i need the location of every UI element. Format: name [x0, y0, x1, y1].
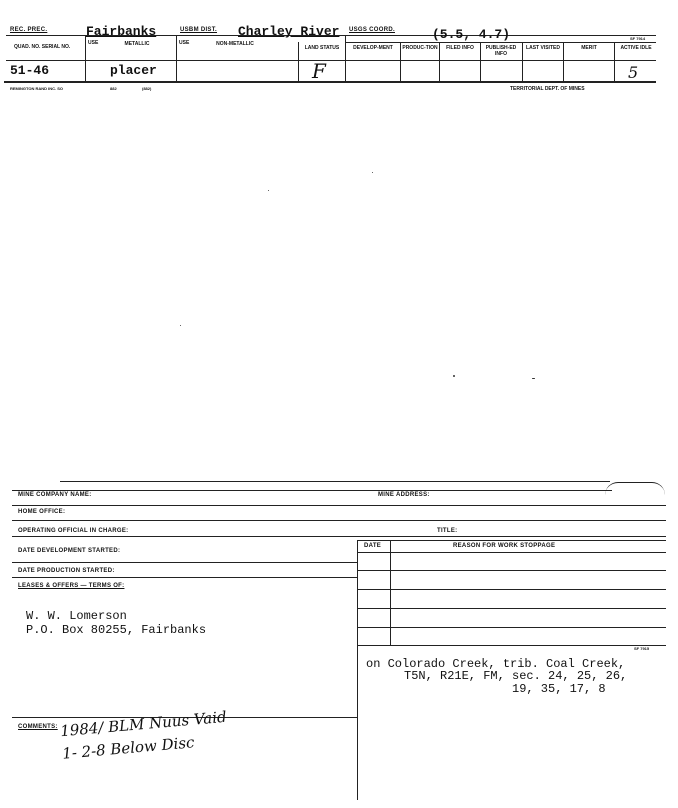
vrule-3 — [298, 42, 299, 81]
speck — [372, 172, 373, 173]
footer-left-code: 882 — [110, 86, 117, 91]
vrule-8 — [522, 42, 523, 81]
form-number: SF 7914 — [630, 36, 646, 41]
rule-date-5 — [357, 645, 666, 646]
speck — [532, 378, 535, 379]
rule-dev — [12, 562, 357, 563]
development-label: DEVELOP-MENT — [353, 45, 393, 51]
quad-label: QUAD. NO. — [14, 44, 41, 50]
land-status-label: LAND STATUS — [304, 45, 340, 51]
comments-label: COMMENTS: — [18, 724, 58, 730]
production-label: PRODUC-TION — [402, 45, 438, 51]
quad-serial-header — [14, 44, 80, 50]
header-bottom-rule — [6, 60, 656, 61]
merit-label: MERIT — [581, 45, 597, 51]
lower-top-edge — [60, 481, 610, 482]
rec-prec-label: REC. PREC. — [10, 27, 48, 33]
usgs-coord-label: USGS COORD. — [349, 27, 395, 33]
metallic-value: placer — [110, 63, 157, 78]
card-bottom-rule — [4, 81, 656, 83]
owner-line-2: P.O. Box 80255, Fairbanks — [26, 623, 207, 637]
lower-top-edge-2 — [12, 490, 612, 491]
owner-line-1: W. W. Lomerson — [26, 609, 127, 623]
footer-right: TERRITORIAL DEPT. OF MINES — [510, 86, 585, 92]
mine-address-label: MINE ADDRESS: — [378, 492, 430, 498]
reason-label: REASON FOR WORK STOPPAGE — [453, 543, 556, 549]
mine-company-label: MINE COMPANY NAME: — [18, 492, 92, 498]
rule-prod — [12, 577, 357, 578]
rule-date-top — [357, 540, 666, 541]
active-label: ACTIVE IDLE — [620, 45, 652, 51]
leases-label: LEASES & OFFERS — TERMS OF: — [18, 583, 125, 589]
date-prod-label: DATE PRODUCTION STARTED: — [18, 568, 115, 574]
usgs-coord-value: (5.5, 4.7) — [432, 27, 511, 42]
vrule-7 — [480, 42, 481, 81]
form-number-2: SF 7915 — [634, 646, 650, 651]
speck — [180, 325, 181, 326]
date-col-label: DATE — [364, 543, 382, 549]
lower-vertical-divider — [357, 540, 358, 800]
last-visited-label: LAST VISITED — [526, 45, 560, 51]
serial-label: SERIAL NO. — [41, 44, 71, 50]
rule-home — [12, 520, 666, 521]
use2-label: USE — [179, 40, 190, 46]
active-mark: 5 — [628, 63, 639, 82]
usbm-dist-label: USBM DIST. — [180, 27, 218, 33]
location-line-3: 19, 35, 17, 8 — [512, 682, 606, 696]
operating-official-label: OPERATING OFFICIAL IN CHARGE: — [18, 528, 129, 534]
footer-left-code2: (882) — [142, 86, 152, 91]
title-label: TITLE: — [437, 528, 458, 534]
comment-handwriting-1: 1984/ BLM Nuus Vaid — [59, 707, 228, 741]
quad-serial-value: 51-46 — [10, 63, 50, 78]
vrule-6 — [439, 42, 440, 81]
vrule-10 — [614, 42, 615, 81]
use-label: USE — [88, 40, 99, 46]
location-line-1: on Colorado Creek, trib. Coal Creek, — [366, 657, 626, 671]
vrule-5 — [400, 42, 401, 81]
rule-date-head — [357, 552, 666, 553]
vrule-2 — [176, 35, 177, 81]
home-office-label: HOME OFFICE: — [18, 509, 66, 515]
rule-date-4 — [357, 627, 666, 628]
coord-subrule — [345, 42, 656, 43]
comment-handwriting-2: 1- 2-8 Below Disc — [61, 733, 196, 763]
vrule-1 — [85, 35, 86, 81]
location-line-2: T5N, R21E, FM, sec. 24, 25, 26, — [404, 669, 628, 683]
footer-left: REMINGTON RAND INC. SO — [10, 86, 64, 91]
rule-date-2 — [357, 589, 666, 590]
date-dev-label: DATE DEVELOPMENT STARTED: — [18, 548, 121, 554]
metallic-label: METALLIC — [124, 41, 150, 47]
non-metallic-label: NON-METALLIC — [216, 41, 254, 47]
rule-date-1 — [357, 570, 666, 571]
speck — [453, 375, 455, 377]
rule-company — [12, 505, 666, 506]
rule-official — [12, 536, 666, 537]
land-status-value: F — [312, 59, 326, 83]
rec-prec-value: Fairbanks — [86, 24, 157, 39]
vrule-4 — [345, 35, 346, 81]
filed-info-label: FILED INFO — [446, 45, 474, 51]
lower-curl — [605, 482, 665, 495]
date-column-divider — [390, 540, 391, 645]
speck — [268, 190, 269, 191]
rule-date-3 — [357, 608, 666, 609]
usbm-dist-value: Charley River — [238, 24, 340, 39]
published-info-label: PUBLISH-ED INFO — [485, 45, 517, 57]
vrule-9 — [563, 42, 564, 81]
